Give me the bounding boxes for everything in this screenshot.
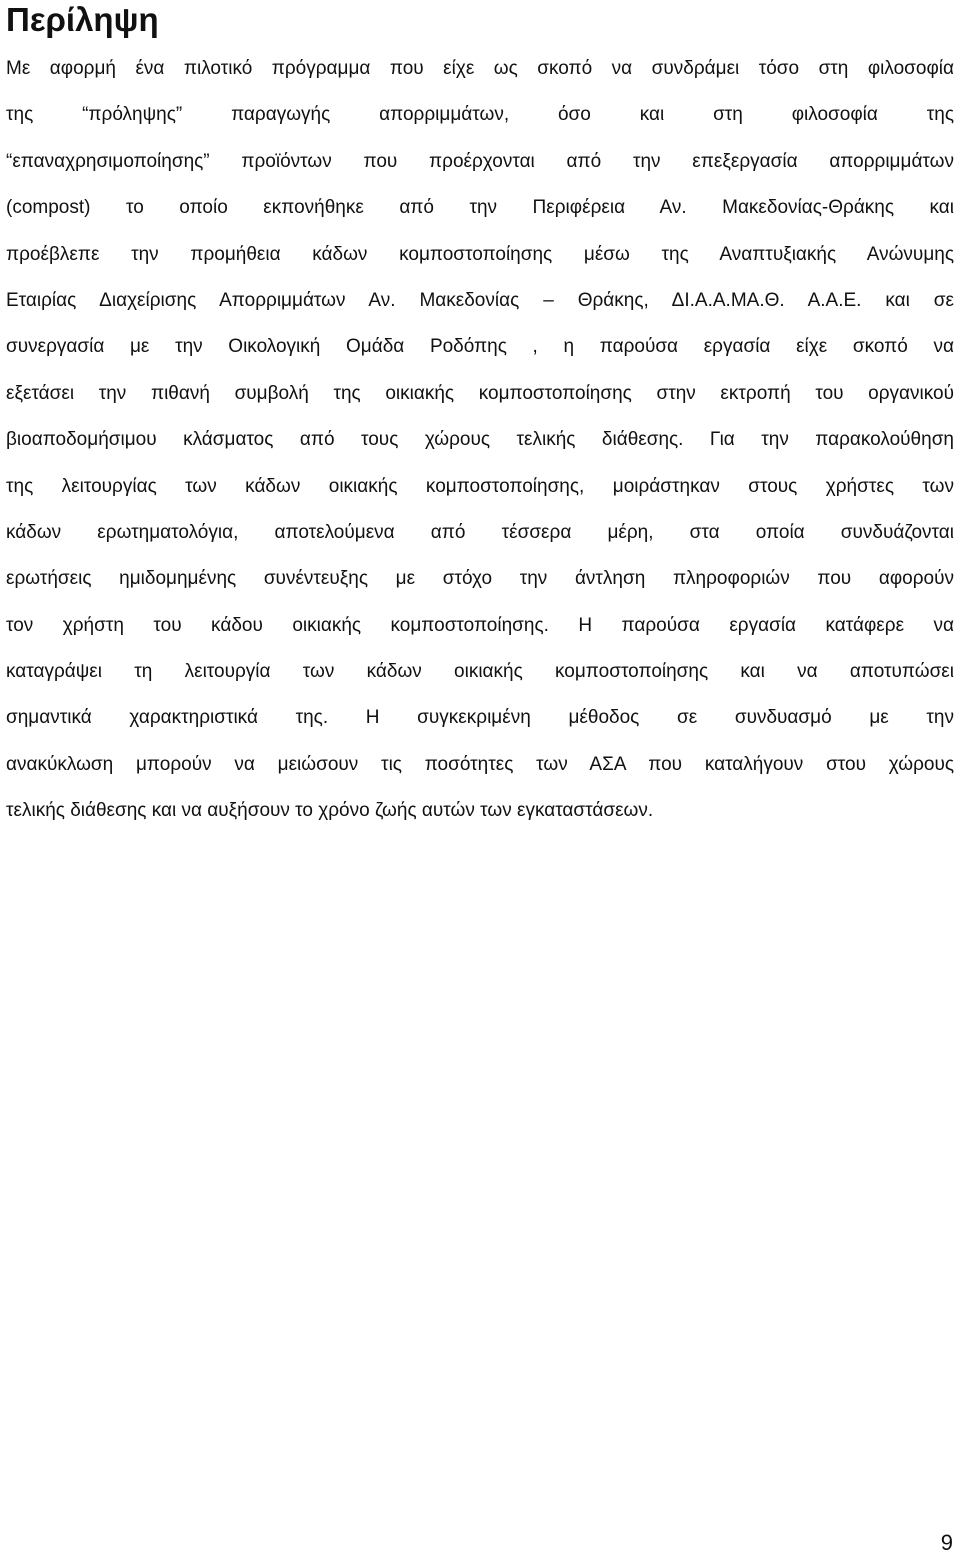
- abstract-line: (compost) το οποίο εκπονήθηκε από την Περιφέρεια Αν. Μακεδονίας-Θράκης και: [6, 197, 954, 219]
- abstract-line: προέβλεπε την προμήθεια κάδων κομποστοποίησης μέσω της Αναπτυξιακής Ανώνυμης: [6, 243, 954, 265]
- abstract-line: Με αφορμή ένα πιλοτικό πρόγραμμα που είχε ως σκοπό να συνδράμει τόσο στη φιλοσοφία: [6, 58, 954, 79]
- abstract-line: σημαντικά χαρακτηριστικά της. Η συγκεκριμένη μέθοδος σε συνδυασμό με την: [6, 707, 954, 729]
- abstract-line: βιοαποδομήσιμου κλάσματος από τους χώρους τελικής διάθεσης. Για την παρακολούθηση: [6, 429, 954, 451]
- abstract-line: “επαναχρησιμοποίησης” προϊόντων που προέρχονται από την επεξεργασία απορριμμάτων: [6, 150, 954, 172]
- abstract-line: ανακύκλωση μπορούν να μειώσουν τις ποσότητες των ΑΣΑ που καταλήγουν στου χώρους: [6, 753, 954, 775]
- abstract-line: εξετάσει την πιθανή συμβολή της οικιακής κομποστοποίησης στην εκτροπή του οργανικού: [6, 382, 954, 404]
- page-title: Περίληψη: [6, 1, 159, 38]
- abstract-line: τον χρήστη του κάδου οικιακής κομποστοποίησης. Η παρούσα εργασία κατάφερε να: [6, 614, 954, 636]
- abstract-line: τελικής διάθεσης και να αυξήσουν το χρόνο ζωής αυτών των εγκαταστάσεων.: [6, 800, 654, 822]
- abstract-line: κάδων ερωτηματολόγια, αποτελούμενα από τέσσερα μέρη, στα οποία συνδυάζονται: [6, 521, 954, 543]
- abstract-line: της λειτουργίας των κάδων οικιακής κομποστοποίησης, μοιράστηκαν στους χρήστες των: [6, 475, 954, 497]
- page-number: 9: [940, 1530, 953, 1555]
- abstract-line: συνεργασία με την Οικολογική Ομάδα Ροδόπης , η παρούσα εργασία είχε σκοπό να: [6, 336, 954, 358]
- abstract-line: της “πρόληψης” παραγωγής απορριμμάτων, όσο και στη φιλοσοφία της: [6, 104, 954, 126]
- abstract-line: καταγράψει τη λειτουργία των κάδων οικιακής κομποστοποίησης και να αποτυπώσει: [6, 661, 954, 683]
- abstract-line: Εταιρίας Διαχείρισης Απορριμμάτων Αν. Μακεδονίας – Θράκης, ΔΙ.Α.Α.ΜΑ.Θ. Α.Α.Ε. και σε: [6, 289, 954, 311]
- abstract-paragraph: [6, 46, 954, 835]
- abstract-line: ερωτήσεις ημιδομημένης συνέντευξης με στόχο την άντληση πληροφοριών που αφορούν: [6, 568, 954, 590]
